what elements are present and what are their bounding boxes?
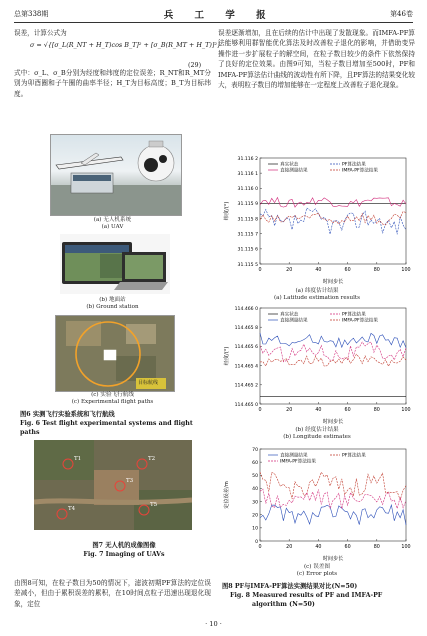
- legend-label: IMFA-PF算法结果: [342, 318, 379, 324]
- y-tick-label: 20: [252, 513, 258, 519]
- target-label-t4: T4: [68, 506, 76, 512]
- chart-c-caption: [222, 564, 412, 578]
- legend-label: 真实状态: [280, 312, 299, 318]
- series-line: [260, 342, 406, 362]
- y-tick-label: 60: [252, 460, 258, 466]
- journal-volume: 第46卷: [390, 10, 413, 18]
- x-tick-label: 60: [344, 545, 351, 550]
- legend-label: 直接测量结果: [280, 318, 308, 324]
- fig7-caption-en: Fig. 7 Imaging of UAVs: [83, 551, 165, 558]
- chart-a-caption: [222, 288, 412, 302]
- uav-photo: [50, 134, 182, 216]
- y-tick-label: 31.116 2: [237, 156, 258, 162]
- series-line: [260, 354, 406, 366]
- journal-issue: 总第338期: [14, 10, 49, 18]
- right-paragraph: 误差逐渐增加，且在后续的估计中出现了发散现象。而IMFA-PF算法能够利用群智能优化算法及时改善粒子退化的影响，并借助变异操作进一步扩展粒子的解空间，在粒子数目较少的条件下依然保持了良好的定位效果。由图9可知，当粒子数目增加至500时，PF和IMFA-PF算法估计曲线的波动性有所下降，且PF算法的结果变化较大，表明粒子数目的增加能够在一定程度上改善粒子退化现象。: [218, 29, 415, 90]
- x-tick-label: 0: [258, 408, 262, 413]
- x-tick-label: 40: [315, 545, 322, 550]
- y-tick-label: 31.116 1: [237, 171, 258, 177]
- legend-label: PF算法结果: [342, 453, 366, 459]
- series-line: [260, 489, 406, 509]
- fig6a-caption-en: (a) UAV: [101, 224, 124, 231]
- y-tick-label: 114.465 4: [234, 364, 258, 370]
- series-line: [260, 211, 406, 225]
- y-tick-label: 114.465 2: [234, 383, 258, 389]
- legend-label: IMFA-PF算法结果: [342, 168, 379, 174]
- legend-label: PF算法结果: [342, 162, 366, 168]
- fig6c-caption-cn: (c) 实验飞行航线: [91, 392, 134, 398]
- uav-imaging-scene: [34, 440, 192, 530]
- latitude-chart: [222, 152, 412, 286]
- left-bottom-paragraph: 由图8可知，在粒子数目为50的情况下，滤波初期PF算法的定位误差减小，但由于累积误差的累积，在10时间点粒子迅速出现退化现象，定位: [14, 579, 211, 608]
- fig6a-caption-cn: (a) 无人机系统: [93, 217, 132, 223]
- y-tick-label: 31.115 5: [237, 262, 258, 268]
- y-axis-label: 纬度/(°): [224, 201, 230, 221]
- fig6-caption: [20, 410, 210, 437]
- x-tick-label: 20: [286, 408, 293, 413]
- x-tick-label: 60: [344, 268, 351, 273]
- x-tick-label: 20: [286, 268, 293, 273]
- legend-label: 直接测量结果: [280, 168, 308, 174]
- chart-b-caption-en: (b) Longitude estimates: [283, 434, 351, 441]
- page-number: · 10 ·: [205, 620, 222, 628]
- y-tick-label: 70: [252, 447, 258, 453]
- fig6b-caption-cn: (b) 地面站: [99, 297, 126, 303]
- x-tick-label: 80: [373, 268, 380, 273]
- series-line: [260, 472, 406, 500]
- flight-path-label: 目标航线: [138, 380, 159, 386]
- target-label-t1: T1: [74, 456, 82, 462]
- fig6c-caption-en: (c) Experimental flight paths: [71, 399, 154, 406]
- y-tick-label: 31.115 7: [237, 232, 258, 238]
- chart-c-caption-cn: (c) 误差图: [303, 564, 331, 570]
- target-label-t3: T3: [126, 478, 134, 484]
- y-tick-label: 0: [255, 539, 258, 545]
- legend-label: 真实状态: [280, 162, 299, 168]
- target-label-t2: T2: [148, 456, 156, 462]
- chart-a-caption-cn: (a) 纬度估计结果: [295, 288, 339, 294]
- chart-c-caption-en: (c) Error plots: [296, 571, 338, 578]
- y-tick-label: 31.115 9: [237, 202, 258, 208]
- journal-title: 兵 工 学 报: [163, 10, 275, 21]
- fig8-caption-en-2: algorithm (N=50): [252, 601, 315, 608]
- y-tick-label: 31.115 8: [237, 217, 258, 223]
- flight-path-photo: [55, 315, 175, 392]
- y-tick-label: 31.116 0: [237, 187, 258, 193]
- x-tick-label: 60: [344, 408, 351, 413]
- x-axis-label: 时间步长: [322, 279, 344, 285]
- x-tick-label: 0: [258, 545, 262, 550]
- x-tick-label: 100: [401, 545, 411, 550]
- ground-station-illustration: [60, 234, 170, 294]
- x-tick-label: 80: [373, 408, 380, 413]
- plot-frame: [260, 158, 406, 264]
- fig6a-caption: [14, 217, 211, 231]
- y-tick-label: 114.465 8: [234, 326, 258, 331]
- fig8-caption-en-1: Fig. 8 Measured results of PF and IMFA-PF: [230, 592, 383, 599]
- x-tick-label: 100: [401, 268, 411, 273]
- y-tick-label: 10: [252, 526, 258, 532]
- fig6c-caption: [14, 392, 211, 406]
- fig6-caption-en: Fig. 6 Test flight experimental systems and flight paths: [20, 420, 193, 436]
- legend-label: IMFA-PF算法结果: [280, 459, 317, 465]
- series-line: [260, 333, 406, 348]
- y-tick-label: 31.115 6: [237, 247, 258, 253]
- y-tick-label: 114.465 6: [234, 345, 258, 351]
- left-column: [14, 28, 211, 38]
- x-tick-label: 40: [315, 408, 322, 413]
- target-label-t5: T5: [150, 502, 158, 508]
- uav-imaging-photo: [34, 440, 192, 530]
- ground-station-photo: [60, 234, 170, 294]
- series-line: [260, 505, 406, 525]
- x-axis-label: 时间步长: [322, 556, 344, 562]
- x-tick-label: 100: [401, 408, 411, 413]
- fig6b-caption-en: (b) Ground station: [86, 304, 139, 311]
- equation-number: (29): [188, 61, 202, 69]
- fig7-caption-cn: 图7 无人机的成像图像: [92, 542, 156, 549]
- fig6b-caption: [14, 297, 211, 311]
- page-header: [14, 6, 413, 22]
- x-tick-label: 40: [315, 268, 322, 273]
- series-line: [260, 198, 406, 208]
- y-axis-label: 定位误差/m: [224, 481, 230, 509]
- y-tick-label: 30: [252, 500, 258, 506]
- chart-b-caption-cn: (b) 经度估计结果: [295, 427, 339, 433]
- fig7-caption: [44, 541, 204, 559]
- x-tick-label: 80: [373, 545, 380, 550]
- x-tick-label: 20: [286, 545, 293, 550]
- equation-explanation: 式中：σ_L、σ_B分别为经度和纬度的定位误差；R_NT和R_MT分别为卯酉圈和子午圈的曲率半径；H_T为目标高度；B_T为目标纬度。: [14, 69, 211, 98]
- y-axis-label: 经度/(°): [224, 346, 230, 366]
- uav-illustration: [51, 135, 181, 215]
- y-tick-label: 40: [252, 487, 258, 493]
- header-rule: [14, 22, 413, 23]
- fig8-caption-cn: 图8 PF与IMFA-PF算法实测结果对比(N=50): [222, 583, 358, 590]
- longitude-chart: [222, 302, 412, 426]
- y-tick-label: 114.466 0: [234, 306, 258, 312]
- legend-label: 直接测量结果: [280, 453, 308, 459]
- series-line: [260, 208, 406, 234]
- x-tick-label: 0: [258, 268, 262, 273]
- chart-b-caption: [222, 427, 412, 441]
- error-chart: [222, 443, 412, 563]
- fig6-caption-cn: 图6 实测飞行实验系统和飞行航线: [20, 411, 115, 418]
- y-tick-label: 114.465 0: [234, 402, 258, 408]
- equation-29: σ = √{[σ_L(R_NT + H_T)cos B_T]² + [σ_B(R_MT + H_T)]²}: [30, 41, 221, 49]
- legend-label: PF算法结果: [342, 312, 366, 318]
- intro-text: 误差，计算公式为: [14, 29, 67, 37]
- y-tick-label: 50: [252, 474, 258, 480]
- x-axis-label: 时间步长: [322, 419, 344, 425]
- fig8-caption: [222, 582, 412, 609]
- chart-a-caption-en: (a) Latitude estimation results: [273, 295, 361, 302]
